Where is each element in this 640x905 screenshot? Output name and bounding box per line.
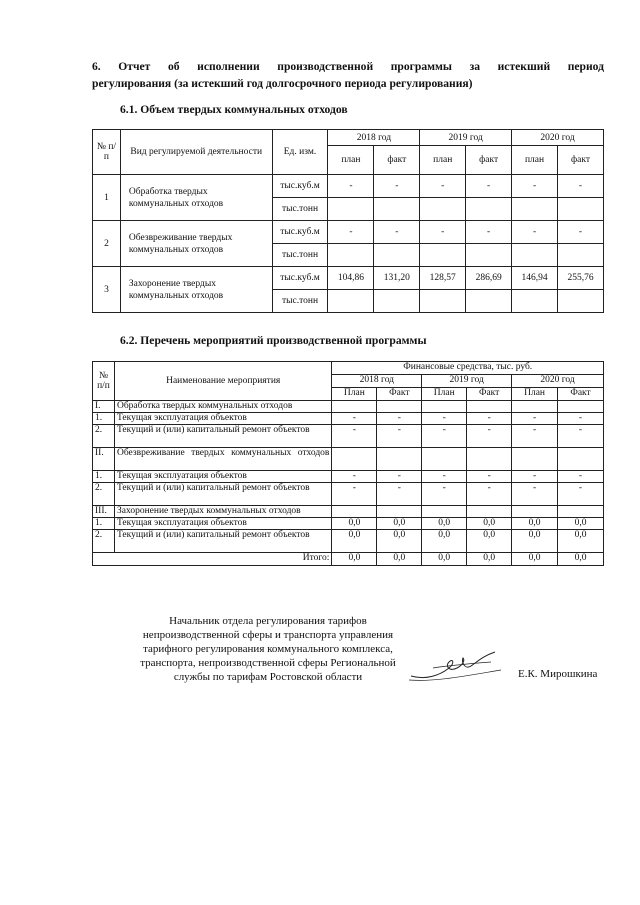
value-cell: - — [512, 413, 558, 425]
fact-header: факт — [374, 146, 420, 175]
measure-name: Обезвреживание твердых коммунальных отходов — [114, 448, 331, 471]
value-cell: 0,0 — [377, 530, 422, 553]
value-cell — [558, 244, 604, 267]
value-cell: - — [422, 471, 467, 483]
measure-name: Текущая эксплуатация объектов — [114, 413, 331, 425]
value-cell: 0,0 — [422, 518, 467, 530]
table-row — [93, 267, 604, 290]
table-row — [93, 530, 604, 553]
plan-header: план — [328, 146, 374, 175]
value-cell — [374, 290, 420, 313]
value-cell: - — [467, 483, 512, 506]
value-cell: 255,76 — [558, 267, 604, 290]
value-cell: 286,69 — [466, 267, 512, 290]
plan-header: план — [512, 146, 558, 175]
measure-name: Текущая эксплуатация объектов — [114, 518, 331, 530]
signatory-position: Начальник отдела регулирования тарифов непроизводственной сферы и транспорта управления тарифного регулирования коммунального комплекса, транспорта, непроизводственной сферы Региональной службы по тарифам Ростовской области — [140, 615, 396, 683]
total-value: 0,0 — [558, 553, 604, 566]
col-unit-header: Ед. изм. — [272, 130, 328, 175]
unit-cell: тыс.тонн — [272, 290, 328, 313]
heading-line-2: регулирования (за истекший год долгосрочного периода регулирования) — [92, 77, 473, 90]
finance-header: Финансовые средства, тыс. руб. — [332, 362, 604, 375]
row-number: 2. — [93, 425, 115, 448]
value-cell — [512, 401, 558, 413]
value-cell — [332, 448, 377, 471]
fact-header: факт — [466, 146, 512, 175]
value-cell — [328, 244, 374, 267]
unit-cell: тыс.тонн — [272, 198, 328, 221]
value-cell — [466, 290, 512, 313]
value-cell: - — [558, 483, 604, 506]
year-header: 2020 год — [512, 130, 604, 146]
fact-header: Факт — [377, 388, 422, 401]
value-cell — [420, 244, 466, 267]
value-cell — [328, 290, 374, 313]
value-cell — [512, 198, 558, 221]
value-cell: - — [332, 483, 377, 506]
plan-header: План — [332, 388, 377, 401]
value-cell — [377, 506, 422, 518]
value-cell — [558, 401, 604, 413]
value-cell: - — [422, 413, 467, 425]
value-cell — [467, 401, 512, 413]
row-number: 2 — [93, 221, 121, 267]
value-cell: - — [332, 413, 377, 425]
section-2-title: 6.2. Перечень мероприятий производственной программы — [120, 334, 427, 347]
measure-name: Текущий и (или) капитальный ремонт объектов — [114, 483, 331, 506]
value-cell: - — [512, 221, 558, 244]
total-value: 0,0 — [467, 553, 512, 566]
value-cell: - — [377, 425, 422, 448]
col-activity-header: Вид регулируемой деятельности — [120, 130, 272, 175]
value-cell: 0,0 — [377, 518, 422, 530]
value-cell: - — [512, 425, 558, 448]
value-cell — [467, 448, 512, 471]
value-cell — [422, 506, 467, 518]
year-header: 2018 год — [332, 375, 422, 388]
value-cell — [466, 244, 512, 267]
value-cell — [377, 401, 422, 413]
value-cell: - — [466, 221, 512, 244]
value-cell — [328, 198, 374, 221]
value-cell: - — [466, 175, 512, 198]
row-number: 3 — [93, 267, 121, 313]
table-row — [93, 471, 604, 483]
value-cell: 0,0 — [332, 530, 377, 553]
value-cell — [512, 244, 558, 267]
plan-header: план — [420, 146, 466, 175]
measure-name: Текущий и (или) капитальный ремонт объектов — [114, 425, 331, 448]
total-value: 0,0 — [377, 553, 422, 566]
value-cell: - — [374, 175, 420, 198]
unit-cell: тыс.тонн — [272, 244, 328, 267]
value-cell: 0,0 — [558, 518, 604, 530]
fact-header: факт — [558, 146, 604, 175]
value-cell: - — [328, 221, 374, 244]
total-value: 0,0 — [422, 553, 467, 566]
fact-header: Факт — [467, 388, 512, 401]
row-number: 1. — [93, 471, 115, 483]
year-header: 2020 год — [512, 375, 604, 388]
col-num-header: № п/п — [93, 362, 115, 401]
program-measures-table — [92, 361, 604, 566]
activity-name: Обработка твердых коммунальных отходов — [120, 175, 272, 221]
value-cell: 0,0 — [332, 518, 377, 530]
value-cell: 131,20 — [374, 267, 420, 290]
value-cell — [512, 448, 558, 471]
value-cell — [558, 506, 604, 518]
col-name-header: Наименование мероприятия — [114, 362, 331, 401]
value-cell — [512, 506, 558, 518]
year-header: 2018 год — [328, 130, 420, 146]
value-cell: - — [512, 471, 558, 483]
value-cell: - — [558, 221, 604, 244]
measure-name: Обработка твердых коммунальных отходов — [114, 401, 331, 413]
value-cell: - — [467, 413, 512, 425]
value-cell: 0,0 — [512, 530, 558, 553]
value-cell — [374, 244, 420, 267]
value-cell: 0,0 — [467, 518, 512, 530]
value-cell: - — [332, 471, 377, 483]
activity-name: Обезвреживание твердых коммунальных отходов — [120, 221, 272, 267]
unit-cell: тыс.куб.м — [272, 267, 328, 290]
signatory-name: Е.К. Мирошкина — [518, 668, 598, 680]
table-row — [93, 518, 604, 530]
value-cell: - — [377, 471, 422, 483]
measure-name: Текущий и (или) капитальный ремонт объектов — [114, 530, 331, 553]
table-row — [93, 448, 604, 471]
value-cell: - — [558, 425, 604, 448]
row-number: 1 — [93, 175, 121, 221]
value-cell — [420, 198, 466, 221]
value-cell — [558, 198, 604, 221]
measure-name: Текущая эксплуатация объектов — [114, 471, 331, 483]
value-cell — [422, 448, 467, 471]
row-number: 1. — [93, 413, 115, 425]
waste-volume-table — [92, 129, 604, 313]
value-cell — [374, 198, 420, 221]
table-row — [93, 483, 604, 506]
value-cell — [558, 448, 604, 471]
row-number: I. — [93, 401, 115, 413]
plan-header: План — [422, 388, 467, 401]
value-cell: - — [377, 413, 422, 425]
table-row — [93, 221, 604, 244]
value-cell — [420, 290, 466, 313]
value-cell: - — [467, 425, 512, 448]
row-number: 2. — [93, 483, 115, 506]
value-cell: - — [377, 483, 422, 506]
total-row — [93, 553, 604, 566]
value-cell: 104,86 — [328, 267, 374, 290]
value-cell — [377, 448, 422, 471]
handwritten-signature-icon — [405, 646, 505, 686]
section-1-title: 6.1. Объем твердых коммунальных отходов — [120, 103, 348, 116]
value-cell — [332, 401, 377, 413]
row-number: III. — [93, 506, 115, 518]
value-cell: - — [420, 175, 466, 198]
value-cell: 0,0 — [512, 518, 558, 530]
col-num-header: № п/п — [93, 130, 121, 175]
total-value: 0,0 — [332, 553, 377, 566]
total-value: 0,0 — [512, 553, 558, 566]
measure-name: Захоронение твердых коммунальных отходов — [114, 506, 331, 518]
value-cell: - — [420, 221, 466, 244]
table-row — [93, 401, 604, 413]
row-number: II. — [93, 448, 115, 471]
value-cell: - — [332, 425, 377, 448]
total-label: Итого: — [93, 553, 332, 566]
row-number: 2. — [93, 530, 115, 553]
value-cell: 0,0 — [467, 530, 512, 553]
activity-name: Захоронение твердых коммунальных отходов — [120, 267, 272, 313]
value-cell: - — [422, 425, 467, 448]
table-row — [93, 425, 604, 448]
fact-header: Факт — [558, 388, 604, 401]
value-cell: - — [374, 221, 420, 244]
value-cell — [466, 198, 512, 221]
value-cell: 0,0 — [558, 530, 604, 553]
value-cell: - — [512, 175, 558, 198]
value-cell: - — [422, 483, 467, 506]
value-cell — [467, 506, 512, 518]
table-row — [93, 413, 604, 425]
value-cell: - — [558, 471, 604, 483]
row-number: 1. — [93, 518, 115, 530]
table-row — [93, 506, 604, 518]
plan-header: План — [512, 388, 558, 401]
year-header: 2019 год — [422, 375, 512, 388]
value-cell: 146,94 — [512, 267, 558, 290]
value-cell — [512, 290, 558, 313]
unit-cell: тыс.куб.м — [272, 221, 328, 244]
value-cell: - — [467, 471, 512, 483]
value-cell — [422, 401, 467, 413]
table-row — [93, 175, 604, 198]
value-cell: 128,57 — [420, 267, 466, 290]
report-heading — [92, 58, 604, 92]
value-cell — [558, 290, 604, 313]
year-header: 2019 год — [420, 130, 512, 146]
value-cell — [332, 506, 377, 518]
value-cell: - — [558, 413, 604, 425]
value-cell: - — [558, 175, 604, 198]
value-cell: 0,0 — [422, 530, 467, 553]
value-cell: - — [512, 483, 558, 506]
unit-cell: тыс.куб.м — [272, 175, 328, 198]
value-cell: - — [328, 175, 374, 198]
heading-line-1: 6. Отчет об исполнении производственной программы за истекший период — [92, 60, 604, 73]
